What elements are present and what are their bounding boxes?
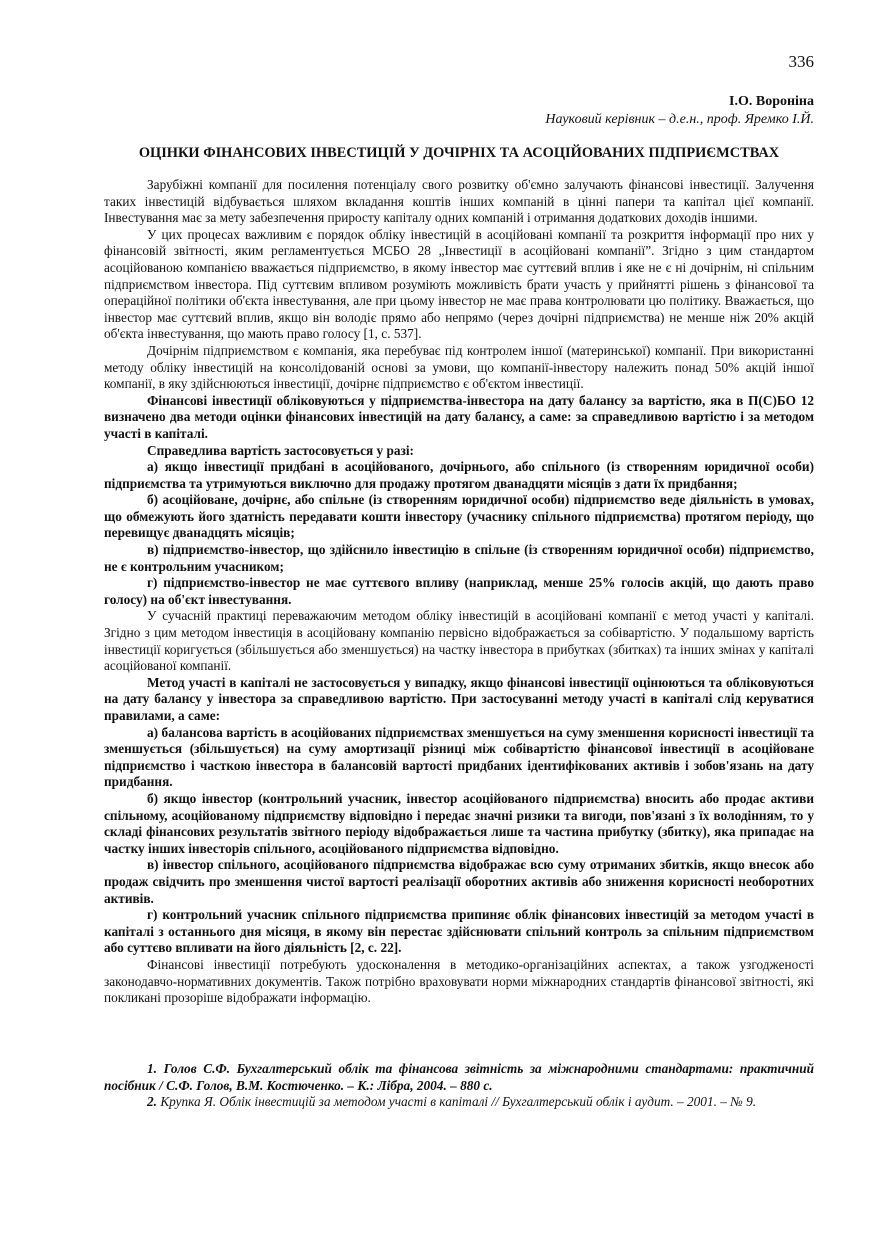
author-name: І.О. Вороніна (729, 94, 814, 109)
reference-item (104, 1094, 814, 1111)
bold-paragraph: б) асоційоване, дочірнє, або спільне (із створенням юридичної особи) підприємство веде діяльність в умовах, що обмежують його здатність передавати кошти інвестору (учаснику спільного підприємства) протягом періоду, що перевищує дванадцять місяців; (104, 492, 814, 541)
reference-number: 2. (147, 1094, 157, 1110)
bold-paragraph: в) інвестор спільного, асоційованого підприємства відображає всю суму отриманих збитків, якщо внесок або продаж свідчить про зменшення чистої вартості реалізації оборотних активів або зниження корисності необоротних активів. (104, 857, 814, 906)
paragraph: У сучасній практиці переважаючим методом обліку інвестицій в асоційовані компанії є метод участі у капіталі. Згідно з цим методом інвестиція в асоційовану компанію первісно відображається за собівартістю. У подальшому вартість інвестиції коригується (збільшується або зменшується) на частку інвестора в прибутках (збитках) та інших змінах у капіталі асоційованої компанії. (104, 608, 814, 674)
reference-item (104, 1061, 814, 1094)
reference-text: Голов С.Ф. Бухгалтерський облік та фінансова звітність за міжнародними стандартами: практичний посібник / С.Ф. Голов, В.М. Костюченко. – К.: Лібра, 2004. – 880 с. (104, 1061, 814, 1093)
article-body (104, 177, 814, 1007)
bold-paragraph: Справедлива вартість застосовується у разі: (147, 442, 414, 458)
bold-paragraph: а) балансова вартість в асоційованих підприємствах зменшується на суму зменшення корисності інвестиції та зменшується (збільшується) на суму амортизації різниці між собівартістю фінансової інвестиції в асоційоване підприємство і часткою інвестора в балансовій вартості придбаних ідентифікованих активів і зобов'язань на дату придбання. (104, 724, 814, 790)
paragraph: Фінансові інвестиції потребують удосконалення в методико-організаційних аспектах, а також узгодженості законодавчо-нормативних документів. Також потрібно враховувати норми міжнародних стандартів фінансової звітності, які покликані прозоріше відображати інформацію. (104, 956, 814, 1006)
references-list (104, 1061, 814, 1111)
author-block (545, 93, 814, 129)
article-title: ОЦІНКИ ФІНАНСОВИХ ІНВЕСТИЦІЙ У ДОЧІРНІХ ТА АСОЦІЙОВАНИХ ПІДПРИЄМСТВАХ (138, 145, 780, 161)
bold-paragraph: Фінансові інвестиції обліковуються у підприємства-інвестора на дату балансу за вартістю, яка в П(С)БО 12 визначено два методи оцінки фінансових інвестицій на дату балансу, а саме: за справедливою вартістю і за методом участі в капіталі. (104, 392, 814, 441)
bold-paragraph: в) підприємство-інвестор, що здійснило інвестицію в спільне (із створенням юридичної особи) підприємство, не є контрольним учасником; (104, 542, 814, 574)
page-number: 336 (788, 52, 814, 71)
supervisor-line: Науковий керівник – д.е.н., проф. Яремко І.Й. (545, 112, 814, 127)
bold-paragraph: Метод участі в капіталі не застосовується у випадку, якщо фінансові інвестиції оцінюються та обліковуються на дату балансу у інвестора за справедливою вартістю. При застосуванні методу участі в капіталі слід керуватися правилами, а саме: (104, 674, 814, 723)
bold-paragraph: б) якщо інвестор (контрольний учасник, інвестор асоційованого підприємства) вносить або продає активи спільному, асоційованому підприємству відповідно і передає значні ризики та вигоди, пов'язані з їх володінням, то у складі фінансових результатів звітного періоду відображається лише та частина прибутку (збитку), яка припадає на частку інших інвесторів спільного, асоційованого підприємства відповідно. (104, 790, 814, 856)
reference-text: Крупка Я. Облік інвестицій за методом участі в капіталі // Бухгалтерський облік і аудит. – 2001. – № 9. (160, 1094, 757, 1110)
bold-paragraph: г) контрольний учасник спільного підприємства припиняє облік фінансових інвестицій за методом участі в капіталі з останнього дня місяця, в якому він перестає здійснювати спільний контроль за спільним підприємством або суттєво впливати на його діяльність [2, с. 22]. (104, 907, 814, 956)
paragraph: У цих процесах важливим є порядок обліку інвестицій в асоційовані компанії та розкриття інформації про них у фінансовій звітності, яким регламентується МСБО 28 „Інвестиції в асоційовані компанії”. Згідно з цим стандартом асоційованою компанією вважається підприємство, в якому інвестор має суттєвий вплив і яке не є ні дочірнім, ні спільним підприємством інвестора. Під суттєвим впливом розуміють можливість брати участь у прийнятті рішень з фінансової та операційної політики об'єкта інвестування, але при цьому інвестор не має права контролювати цю політику. Вважається, що інвестор має суттєвий вплив, якщо він володіє прямо або непрямо (через дочірні підприємства) не менше ніж 20% акцій об'єкта інвестування, що мають право голосу [1, с. 537]. (104, 226, 814, 342)
bold-paragraph: г) підприємство-інвестор не має суттєвого впливу (наприклад, менше 25% голосів акцій, що дають право голосу) на об'єкт інвестування. (104, 575, 814, 607)
paragraph: Дочірнім підприємством є компанія, яка перебуває під контролем іншої (материнської) компанії. При використанні методу обліку інвестицій на консолідованій основі за умови, що компанії-інвестору належить понад 50% акцій іншої компанії, в яку здійснюються інвестиції, дочірнє підприємство є об'єктом інвестиції. (104, 342, 814, 392)
paragraph: Зарубіжні компанії для посилення потенціалу свого розвитку об'ємно залучають фінансові інвестиції. Залучення таких інвестицій відбувається шляхом вкладання коштів інших компаній в цінні папери та капітал цієї компанії. Інвестування має за мету забезпечення приросту капіталу одних компаній і отримання додаткових доходів іншими. (104, 177, 814, 226)
reference-number: 1. (147, 1061, 157, 1076)
bold-paragraph: а) якщо інвестиції придбані в асоційованого, дочірнього, або спільного (із створенням юридичної особи) підприємства та утримуються виключно для продажу протягом дванадцяти місяців з дати їх придбання; (104, 459, 814, 491)
